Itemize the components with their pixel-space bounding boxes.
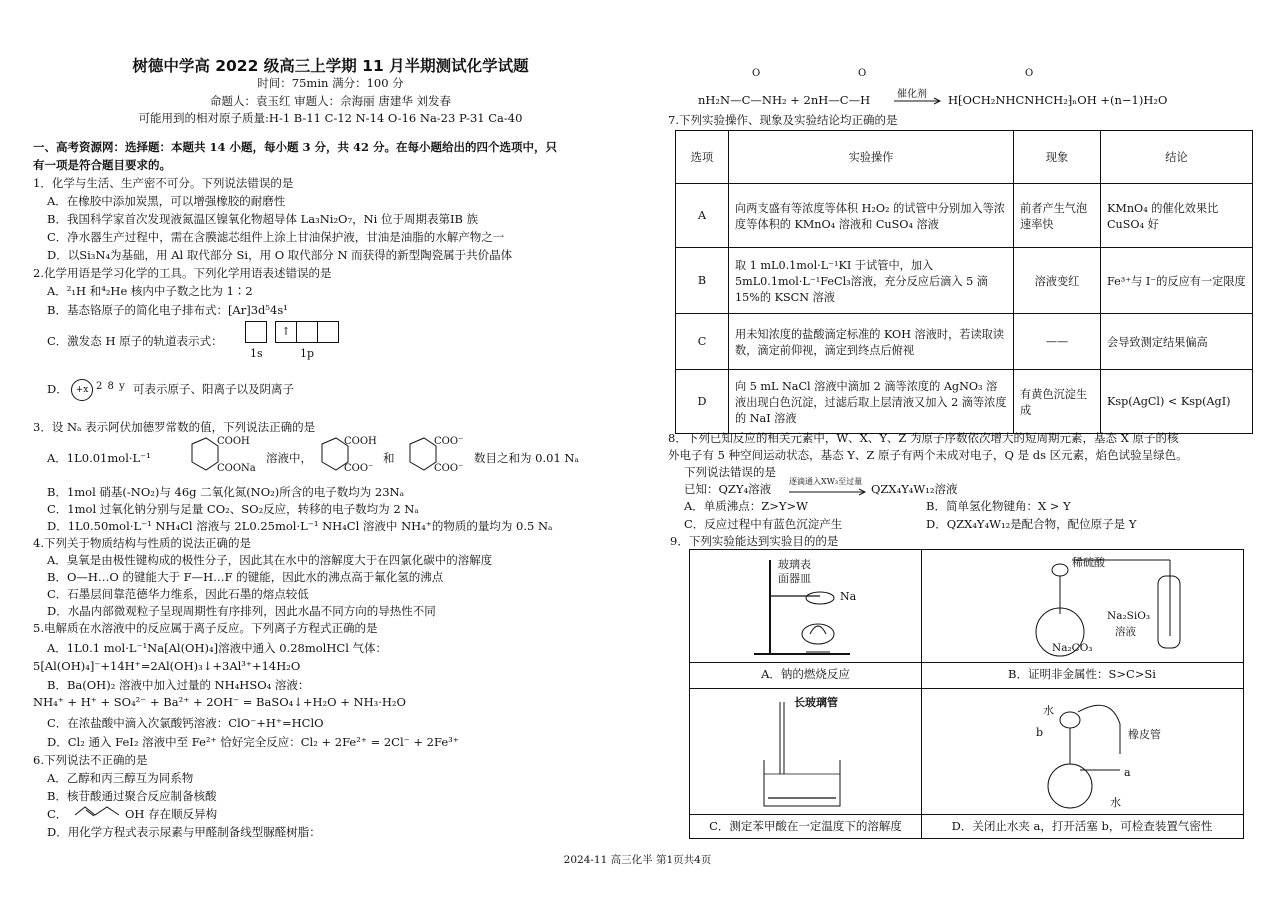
time-score: 时间：75min 满分：100 分 bbox=[257, 76, 404, 90]
q5-option-b-equation: NH₄⁺ + H⁺ + SO₄²⁻ + Ba²⁺ + 2OH⁻ = BaSO₄↓+H₂O + NH₃·H₂O bbox=[33, 695, 406, 709]
orbital-box-1p-3 bbox=[317, 321, 339, 343]
reaction-arrow-icon bbox=[894, 96, 944, 106]
q9-caption-b: B．证明非金属性：S>C>Si bbox=[1008, 667, 1156, 681]
q5-option-a-equation: 5[Al(OH)₄]⁻+14H⁺=2Al(OH)₃↓+3Al³⁺+14H₂O bbox=[33, 659, 301, 673]
q6-option-a: A．乙醇和丙三醇互为同系物 bbox=[47, 771, 194, 785]
section-heading: 一、高考资源网：选择题：本题共 14 小题，每小题 3 分，共 42 分。在每小题给出的四个选项中，只 bbox=[33, 140, 558, 154]
col-header-option: 选项 bbox=[676, 131, 729, 184]
q5-option-c: C．在浓盐酸中滴入次氯酸钙溶液：ClO⁻+H⁺=HClO bbox=[47, 716, 324, 730]
q2-option-d-text: 可表示原子、阳离子以及阴离子 bbox=[133, 382, 294, 396]
solubility-apparatus bbox=[760, 694, 860, 812]
q3-option-a-prefix: A．1L0.01mol·L⁻¹ bbox=[47, 451, 151, 465]
q1-option-c: C．净水器生产过程中，需在含膜滤芯组件上涂上甘油保护液，甘油是油脂的水解产物之一 bbox=[47, 230, 505, 244]
q8-known-arrow-label: 逐滴通入XW₃至过量 bbox=[789, 477, 863, 486]
q1-option-b: B．我国科学家首次发现液氮温区镍氧化物超导体 La₃Ni₂O₇，Ni 位于周期表第ⅠB 族 bbox=[47, 212, 479, 226]
q6-option-c-text: OH 存在顺反异构 bbox=[125, 807, 218, 821]
row-conclusion: KMnO₄ 的催化效果比 CuSO₄ 好 bbox=[1101, 184, 1253, 248]
q8-stem-2: 外电子有 5 种空间运动状态，基态 Y、Z 原子有两个未成对电子，Q 是 ds 区元素，焰色试验呈绿色。 bbox=[668, 448, 1188, 462]
q4-option-a: A．臭氧是由极性键构成的极性分子，因此其在水中的溶解度大于在四氯化碳中的溶解度 bbox=[47, 553, 493, 567]
orbital-diagram bbox=[245, 321, 365, 365]
sodium-combustion-apparatus bbox=[750, 556, 880, 660]
row-operation: 向两支盛有等浓度等体积 H₂O₂ 的试管中分别加入等浓度等体积的 KMnO₄ 溶液和 CuSO₄ 溶液 bbox=[729, 184, 1014, 248]
q2-option-b: B．基态铬原子的简化电子排布式：[Ar]3d⁵4s¹ bbox=[47, 303, 288, 317]
reaction-arrow-icon bbox=[789, 488, 869, 496]
caption-divider-top bbox=[690, 662, 1243, 663]
q1-option-a: A．在橡胶中添加炭黑，可以增强橡胶的耐磨性 bbox=[47, 194, 286, 208]
q9-stem: 9．下列实验能达到实验目的的是 bbox=[670, 534, 839, 548]
grid-divider-vertical bbox=[921, 550, 922, 838]
q3-a-mid: 溶液中， bbox=[266, 451, 312, 465]
struct3-top: COO⁻ bbox=[434, 436, 464, 447]
eq-o2: O bbox=[858, 68, 867, 79]
row-operation: 用未知浓度的盐酸滴定标准的 KOH 溶液时，若读取读数，滴定前仰视，滴定到终点后俯视 bbox=[729, 314, 1014, 370]
eq-o1: O bbox=[752, 68, 761, 79]
q3-option-b: B．1mol 硝基(-NO₂)与 46g 二氧化氮(NO₂)所含的电子数均为 23Nₐ bbox=[47, 485, 405, 499]
row-operation: 向 5 mL NaCl 溶液中滴加 2 滴等浓度的 AgNO₃ 溶液出现白色沉淀，过滤后取上层清液又加入 2 滴等浓度的 NaI 溶液 bbox=[729, 370, 1014, 434]
q4-stem: 4.下列关于物质结构与性质的说法正确的是 bbox=[33, 536, 251, 550]
b-label-co3: Na₂CO₃ bbox=[1052, 642, 1093, 654]
table-row bbox=[676, 314, 1253, 370]
q5-option-a: A．1L0.1 mol·L⁻¹Na[Al(OH)₄]溶液中通入 0.28molHCl 气体： bbox=[47, 641, 388, 655]
q2-option-a: A．²₁H 和⁴₂He 核内中子数之比为 1∶2 bbox=[47, 284, 253, 298]
struct2-bottom: COO⁻ bbox=[344, 463, 374, 474]
row-option: C bbox=[676, 314, 729, 370]
q4-option-d: D．水晶内部微观粒子呈现周期性有序排列，因此水晶不同方向的导热性不同 bbox=[47, 604, 436, 618]
row-option: A bbox=[676, 184, 729, 248]
col-header-conclusion: 结论 bbox=[1101, 131, 1253, 184]
row-conclusion: Ksp(AgCl) < Ksp(AgI) bbox=[1101, 370, 1253, 434]
b-label-acid: 稀硫酸 bbox=[1072, 556, 1105, 569]
orbital-box-1p-1: ↑ bbox=[275, 321, 297, 343]
struct1-top: COOH bbox=[217, 436, 250, 447]
struct2-top: COOH bbox=[344, 436, 377, 447]
urea-equation-rhs: H⁅OCH₂NHCNHCH₂⁆ₙOH +(n−1)H₂O bbox=[948, 93, 1168, 107]
allyl-alcohol-skeleton bbox=[73, 801, 133, 821]
row-operation: 取 1 mL0.1mol·L⁻¹KI 于试管中，加入 5mL0.1mol·L⁻¹FeCl₃溶液，充分反应后滴入 5 滴 15%的 KSCN 溶液 bbox=[729, 248, 1014, 314]
q6-option-d: D．用化学方程式表示尿素与甲醛制备线型脲醛树脂： bbox=[47, 825, 321, 839]
q6-option-c-prefix: C． bbox=[47, 807, 68, 821]
d-label-b: b bbox=[1036, 726, 1044, 739]
exam-title: 树德中学高 2022 级高三上学期 11 月半期测试化学试题 bbox=[132, 57, 529, 75]
q3-option-d: D．1L0.50mol·L⁻¹ NH₄Cl 溶液与 2L0.25mol·L⁻¹ NH₄Cl 溶液中 NH₄⁺的物质的量均为 0.5 Nₐ bbox=[47, 519, 553, 533]
q6-option-b: B．核苷酸通过聚合反应制备核酸 bbox=[47, 789, 217, 803]
struct3-bottom: COO⁻ bbox=[434, 463, 464, 474]
q7-stem: 7.下列实验操作、现象及实验结论均正确的是 bbox=[668, 113, 898, 127]
row-phenomenon: 前者产生气泡速率快 bbox=[1014, 184, 1101, 248]
grid-divider-horizontal bbox=[690, 688, 1243, 689]
table-row bbox=[676, 248, 1253, 314]
catalyst-label: 催化剂 bbox=[897, 89, 927, 100]
q3-option-c: C．1mol 过氧化钠分别与足量 CO₂、SO₂反应，转移的电子数均为 2 Nₐ bbox=[47, 502, 419, 516]
col-header-operation: 实验操作 bbox=[729, 131, 1014, 184]
q5-stem: 5.电解质在水溶液中的反应属于离子反应。下列离子方程式正确的是 bbox=[33, 621, 378, 635]
q8-stem-3: 下列说法错误的是 bbox=[684, 465, 776, 479]
d-label-water: 水 bbox=[1043, 704, 1054, 717]
row-phenomenon: 溶液变红 bbox=[1014, 248, 1101, 314]
d-label-water-2: 水 bbox=[1110, 796, 1121, 809]
q8-option-b: B．简单氢化物键角：X > Y bbox=[926, 499, 1071, 513]
authors: 命题人：袁玉红 审题人：佘海丽 唐建华 刘发春 bbox=[210, 94, 451, 108]
q8-option-c: C．反应过程中有蓝色沉淀产生 bbox=[684, 517, 843, 531]
q9-caption-d: D．关闭止水夹 a，打开活塞 b，可检查装置气密性 bbox=[951, 819, 1213, 833]
b-label-sio3: Na₂SiO₃ bbox=[1107, 610, 1151, 622]
q6-stem: 6.下列说法不正确的是 bbox=[33, 753, 148, 767]
table-row bbox=[676, 184, 1253, 248]
eq-o3: O bbox=[1025, 68, 1034, 79]
row-conclusion: 会导致测定结果偏高 bbox=[1101, 314, 1253, 370]
q1-stem: 1．化学与生活、生产密不可分。下列说法错误的是 bbox=[33, 176, 294, 190]
q2-option-d-prefix: D． bbox=[47, 382, 68, 396]
a-label-glass-2: 面器皿 bbox=[778, 572, 811, 585]
row-option: D bbox=[676, 370, 729, 434]
orbital-label-1p: 1p bbox=[300, 347, 315, 360]
acid-strength-apparatus bbox=[1010, 556, 1210, 660]
q9-caption-a: A．钠的燃烧反应 bbox=[761, 667, 850, 681]
row-phenomenon: 有黄色沉淀生成 bbox=[1014, 370, 1101, 434]
orbital-box-1p-2 bbox=[296, 321, 318, 343]
orbital-box-1s bbox=[245, 321, 267, 343]
row-phenomenon: —— bbox=[1014, 314, 1101, 370]
q2-option-c: C．激发态 H 原子的轨道表示式： bbox=[47, 334, 223, 348]
caption-divider-bottom bbox=[690, 814, 1243, 815]
q5-option-b: B．Ba(OH)₂ 溶液中加入过量的 NH₄HSO₄ 溶液： bbox=[47, 678, 310, 692]
atom-structure-icon: +x bbox=[71, 379, 93, 401]
q8-known-pre: 已知：QZY₄溶液 bbox=[684, 482, 772, 496]
a-label-na: Na bbox=[840, 590, 857, 603]
col-header-phenomenon: 现象 bbox=[1014, 131, 1101, 184]
electron-shells: 2 8 y bbox=[96, 381, 126, 392]
row-conclusion: Fe³⁺与 I⁻的反应有一定限度 bbox=[1101, 248, 1253, 314]
page-footer: 2024-11 高三化半 第1页共4页 bbox=[563, 854, 712, 866]
q8-stem-1: 8．下列已知反应的相关元素中，W、X、Y、Z 为原子序数依次增大的短周期元素，基态 X 原子的核 bbox=[668, 431, 1179, 445]
d-label-rubber-tube: 橡皮管 bbox=[1128, 728, 1161, 741]
q9-apparatus-grid bbox=[689, 549, 1244, 839]
row-option: B bbox=[676, 248, 729, 314]
c-label-tube: 长玻璃管 bbox=[794, 696, 838, 709]
struct1-bottom: COONa bbox=[217, 463, 256, 474]
q4-option-c: C．石墨层间靠范德华力维系，因此石墨的熔点较低 bbox=[47, 587, 309, 601]
atomic-masses: 可能用到的相对原子质量:H-1 B-11 C-12 N-14 O-16 Na-23 P-31 Ca-40 bbox=[138, 111, 523, 125]
d-label-a: a bbox=[1124, 766, 1131, 779]
q3-stem: 3．设 Nₐ 表示阿伏加德罗常数的值，下列说法正确的是 bbox=[33, 420, 316, 434]
q9-caption-c: C．测定苯甲酸在一定温度下的溶解度 bbox=[709, 819, 902, 833]
q4-option-b: B．O—H…O 的键能大于 F—H…F 的键能，因此水的沸点高于氟化氢的沸点 bbox=[47, 570, 444, 584]
q2-stem: 2.化学用语是学习化学的工具。下列化学用语表述错误的是 bbox=[33, 266, 332, 280]
b-label-solution: 溶液 bbox=[1115, 626, 1136, 638]
table-row bbox=[676, 370, 1253, 434]
q8-option-a: A．单质沸点：Z>Y>W bbox=[684, 499, 808, 513]
section-heading-cont: 有一项是符合题目要求的。 bbox=[33, 158, 171, 172]
q8-option-d: D．QZX₄Y₄W₁₂是配合物，配位原子是 Y bbox=[926, 517, 1137, 531]
a-label-glass-1: 玻璃表 bbox=[778, 558, 811, 571]
q1-option-d: D．以Si₃N₄为基础，用 Al 取代部分 Si，用 O 取代部分 N 而获得的新型陶瓷属于共价晶体 bbox=[47, 248, 513, 262]
q3-a-and: 和 bbox=[383, 451, 395, 465]
q3-a-end: 数目之和为 0.01 Nₐ bbox=[474, 451, 579, 465]
q8-known-post: QZX₄Y₄W₁₂溶液 bbox=[871, 482, 958, 496]
q5-option-d: D．Cl₂ 通入 FeI₂ 溶液中至 Fe²⁺ 恰好完全反应：Cl₂ + 2Fe²⁺ = 2Cl⁻ + 2Fe³⁺ bbox=[47, 735, 459, 749]
q7-table bbox=[675, 130, 1253, 434]
orbital-label-1s: 1s bbox=[250, 347, 263, 360]
urea-equation-lhs: nH₂N—C—NH₂ + 2nH—C—H bbox=[698, 93, 871, 107]
